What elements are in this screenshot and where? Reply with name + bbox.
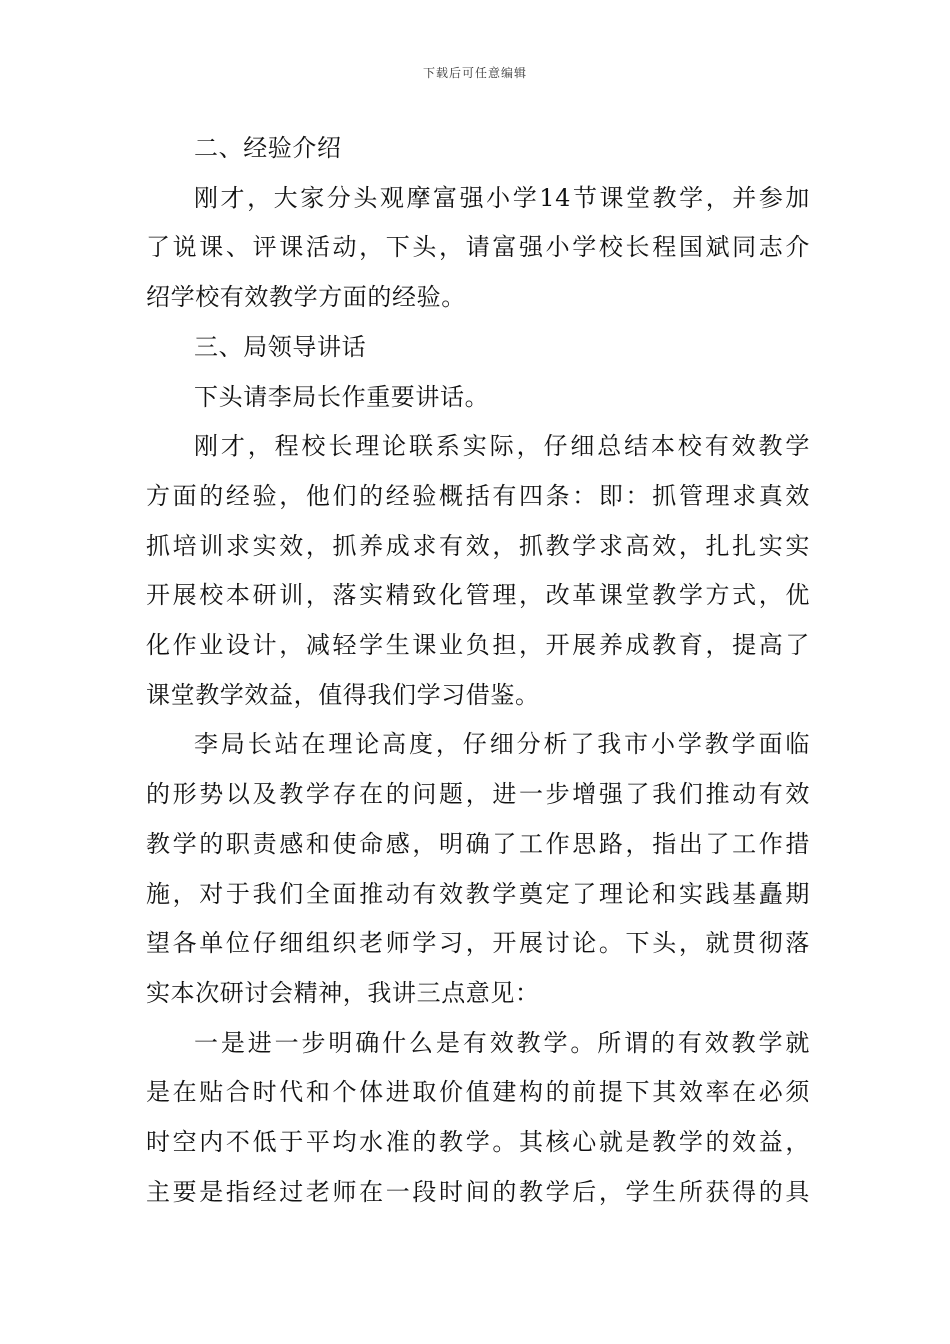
text-line: 实本次研讨会精神，我讲三点意见： <box>146 978 540 1007</box>
text-line: 方面的经验，他们的经验概括有四条：即：抓管理求真效 <box>146 481 810 510</box>
paragraph-analysis <box>146 720 810 1018</box>
paragraph-summary <box>146 422 810 720</box>
text-line: 化作业设计，减轻学生课业负担，开展养成教育，提高了 <box>146 631 810 660</box>
text-line: 刚才，大家分头观摩富强小学14节课堂教学，并参加 <box>194 183 810 212</box>
text-line: 的形势以及教学存在的问题，进一步增强了我们推动有效 <box>146 780 810 809</box>
text-line: 是在贴合时代和个体进取价值建构的前提下其效率在必须 <box>146 1078 810 1107</box>
text-line: 了说课、评课活动，下头，请富强小学校长程国斌同志介 <box>146 233 810 262</box>
text-line: 施，对于我们全面推动有效教学奠定了理论和实践基矗期 <box>146 879 810 908</box>
paragraph-heading-speech <box>146 323 810 373</box>
text-line: 主要是指经过老师在一段时间的教学后，学生所获得的具 <box>146 1177 810 1206</box>
document-body <box>146 124 810 1217</box>
text-line: 李局长站在理论高度，仔细分析了我市小学教学面临 <box>194 730 810 759</box>
text-line: 抓培训求实效，抓养成求有效，抓教学求高效，扎扎实实 <box>146 531 810 560</box>
text-line: 时空内不低于平均水准的教学。其核心就是教学的效益， <box>146 1128 810 1157</box>
paragraph-point-one <box>146 1019 810 1218</box>
text-line: 课堂教学效益，值得我们学习借鉴。 <box>146 680 540 709</box>
paragraph-heading-experience <box>146 124 810 174</box>
paragraph-intro <box>146 174 810 323</box>
text-line: 望各单位仔细组织老师学习，开展讨论。下头，就贯彻落 <box>146 929 810 958</box>
text-line: 刚才，程校长理论联系实际，仔细总结本校有效教学 <box>194 432 810 461</box>
text-line: 教学的职责感和使命感，明确了工作思路，指出了工作措 <box>146 829 810 858</box>
text-line: 三、局领导讲话 <box>194 332 367 361</box>
page-header: 下载后可任意编辑 <box>422 66 527 80</box>
text-line: 二、经验介绍 <box>194 134 342 162</box>
text-line: 下头请李局长作重要讲话。 <box>194 382 490 411</box>
text-line: 绍学校有效教学方面的经验。 <box>146 283 466 312</box>
paragraph-invite <box>146 373 810 423</box>
text-line: 开展校本研训，落实精致化管理，改革课堂教学方式，优 <box>146 581 810 610</box>
text-line: 一是进一步明确什么是有效教学。所谓的有效教学就 <box>194 1028 810 1057</box>
